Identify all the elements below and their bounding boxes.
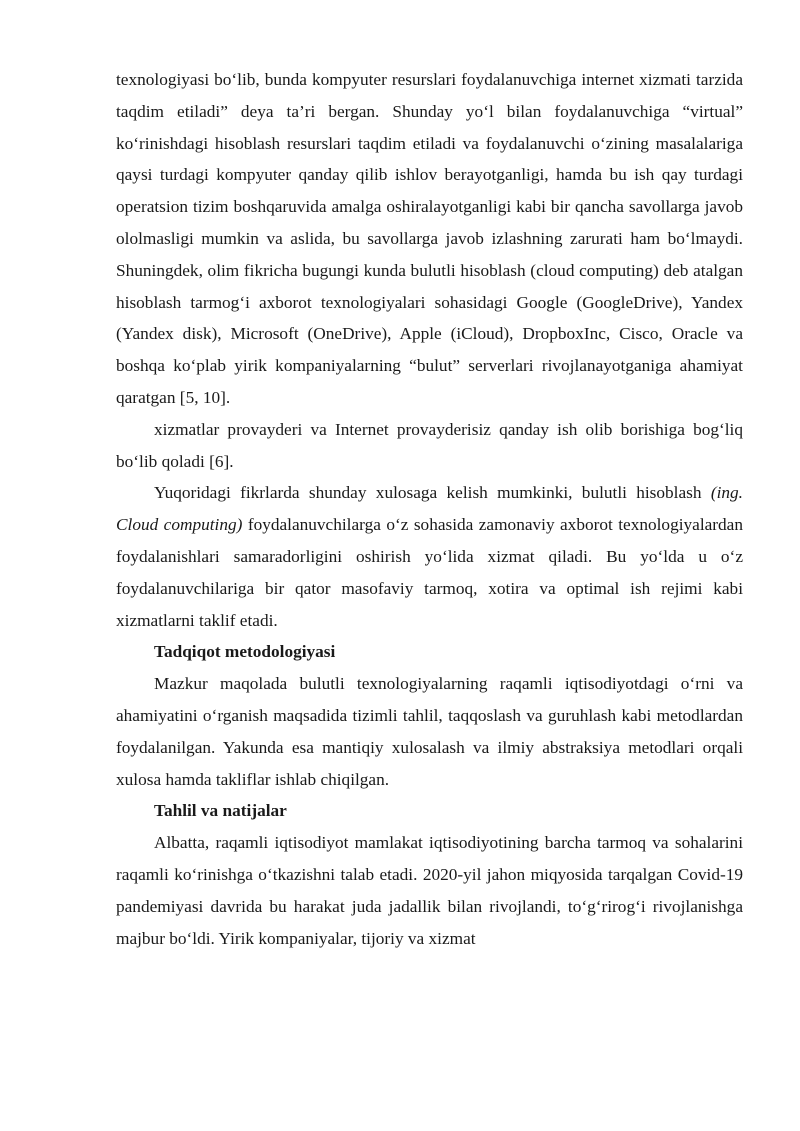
paragraph-conclusion-start: Yuqoridagi fikrlarda shunday xulosaga kelish mumkinki, bulutli hisoblash [154, 483, 711, 503]
paragraph-results: Albatta, raqamli iqtisodiyot mamlakat iqtisodiyotining barcha tarmoq va sohalarini raqamli ko‘rinishga o‘tkazishni talab etadi. 2020-yil jahon miqyosida tarqalgan Covid-19 pandemiyasi davrida bu harakat juda jadallik bilan rivojlandi, to‘g‘rirog‘i rivojlanishga majbur bo‘ldi. Yirik kompaniyalar, tijoriy va xizmat [116, 833, 743, 948]
paragraph-conclusion-italic: (ing. Cloud computing) [116, 483, 743, 535]
paragraph-provider: xizmatlar provayderi va Internet provayderisiz qanday ish olib borishiga bog‘liq bo‘lib qoladi [6]. [116, 419, 743, 471]
paragraph-conclusion-end: foydalanuvchilarga o‘z sohasida zamonaviy axborot texnologiyalardan foydalanishlari samaradorligini oshirish yo‘lida xizmat qiladi. Bu yo‘lda u o‘z foydalanuvchilariga bir qator masofaviy tarmoq, xotira va optimal ish rejimi kabi xizmatlarni taklif etadi. [116, 515, 743, 630]
document-page [116, 64, 743, 954]
section-heading-results: Tahlil va natijalar [154, 801, 287, 821]
paragraph-methodology: Mazkur maqolada bulutli texnologiyalarning raqamli iqtisodiyotdagi o‘rni va ahamiyatini o‘rganish maqsadida tizimli tahlil, taqqoslash va guruhlash kabi metodlardan foydalanilgan. Yakunda esa mantiqiy xulosalash va ilmiy abstraksiya metodlari orqali xulosa hamda takliflar ishlab chiqilgan. [116, 674, 743, 789]
paragraph-conclusion [116, 477, 743, 636]
paragraph-continuation: texnologiyasi bo‘lib, bunda kompyuter resurslari foydalanuvchiga internet xizmati tarzida taqdim etiladi” deya ta’ri bergan. Shunday yo‘l bilan foydalanuvchiga “virtual” ko‘rinishdagi hisoblash resurslari taqdim etiladi va foydalanuvchi o‘zining masalalariga qaysi turdagi kompyuter qanday qilib ishlov berayotganligi, hamda bu ish qay turdagi operatsion tizim boshqaruvida amalga oshiralayotganligi kabi bir qancha savollarga javob ololmasligi mumkin va aslida, bu savollarga javob izlashning zarurati ham bo‘lmaydi. Shuningdek, olim fikricha bugungi kunda bulutli hisoblash (cloud computing) deb atalgan hisoblash tarmog‘i axborot texnologiyalari sohasidagi Google (GoogleDrive), Yandex (Yandex disk), Microsoft (OneDrive), Apple (iCloud), DropboxInc, Cisco, Oracle va boshqa ko‘plab yirik kompaniyalarning “bulut” serverlari rivojlanayotganiga ahamiyat qaratgan [5, 10]. [116, 70, 743, 407]
section-heading-methodology: Tadqiqot metodologiyasi [154, 642, 336, 662]
